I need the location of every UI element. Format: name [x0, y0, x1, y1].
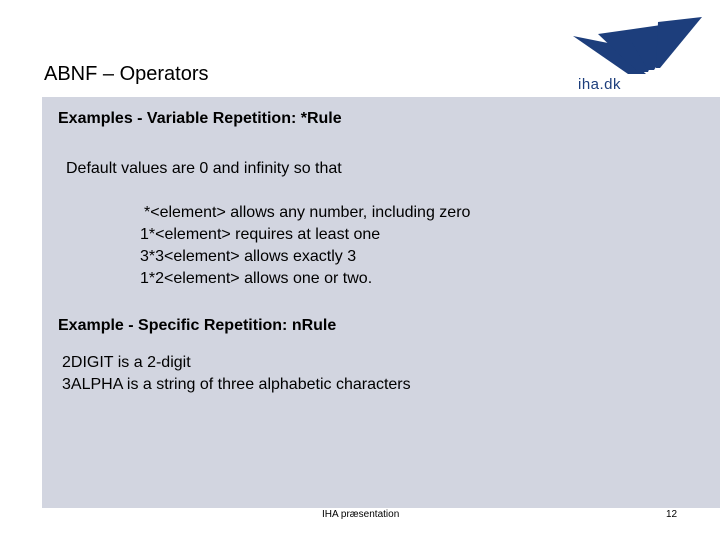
- list-item: 3ALPHA is a string of three alphabetic characters: [62, 376, 411, 393]
- section2-list: [62, 352, 411, 396]
- section1-heading: Examples - Variable Repetition: *Rule: [58, 110, 342, 127]
- logo-text: iha.dk: [578, 76, 622, 93]
- content-panel: [42, 97, 720, 508]
- section1-intro: Default values are 0 and infinity so that: [66, 160, 342, 177]
- list-item: 3*3<element> allows exactly 3: [140, 248, 357, 265]
- list-item: 1*2<element> allows one or two.: [140, 270, 373, 287]
- list-item: *<element> allows any number, including zero: [144, 204, 471, 221]
- section2-heading: Example - Specific Repetition: nRule: [58, 317, 337, 334]
- wing-stripes-icon: [568, 14, 708, 78]
- list-item: 2DIGIT is a 2-digit: [62, 354, 191, 371]
- section1-list: [140, 202, 470, 290]
- page-number: 12: [666, 509, 678, 520]
- iha-logo: [568, 14, 708, 94]
- slide-title: ABNF – Operators: [44, 63, 209, 85]
- list-item: 1*<element> requires at least one: [140, 226, 381, 243]
- footer-center-text: IHA præsentation: [322, 509, 400, 520]
